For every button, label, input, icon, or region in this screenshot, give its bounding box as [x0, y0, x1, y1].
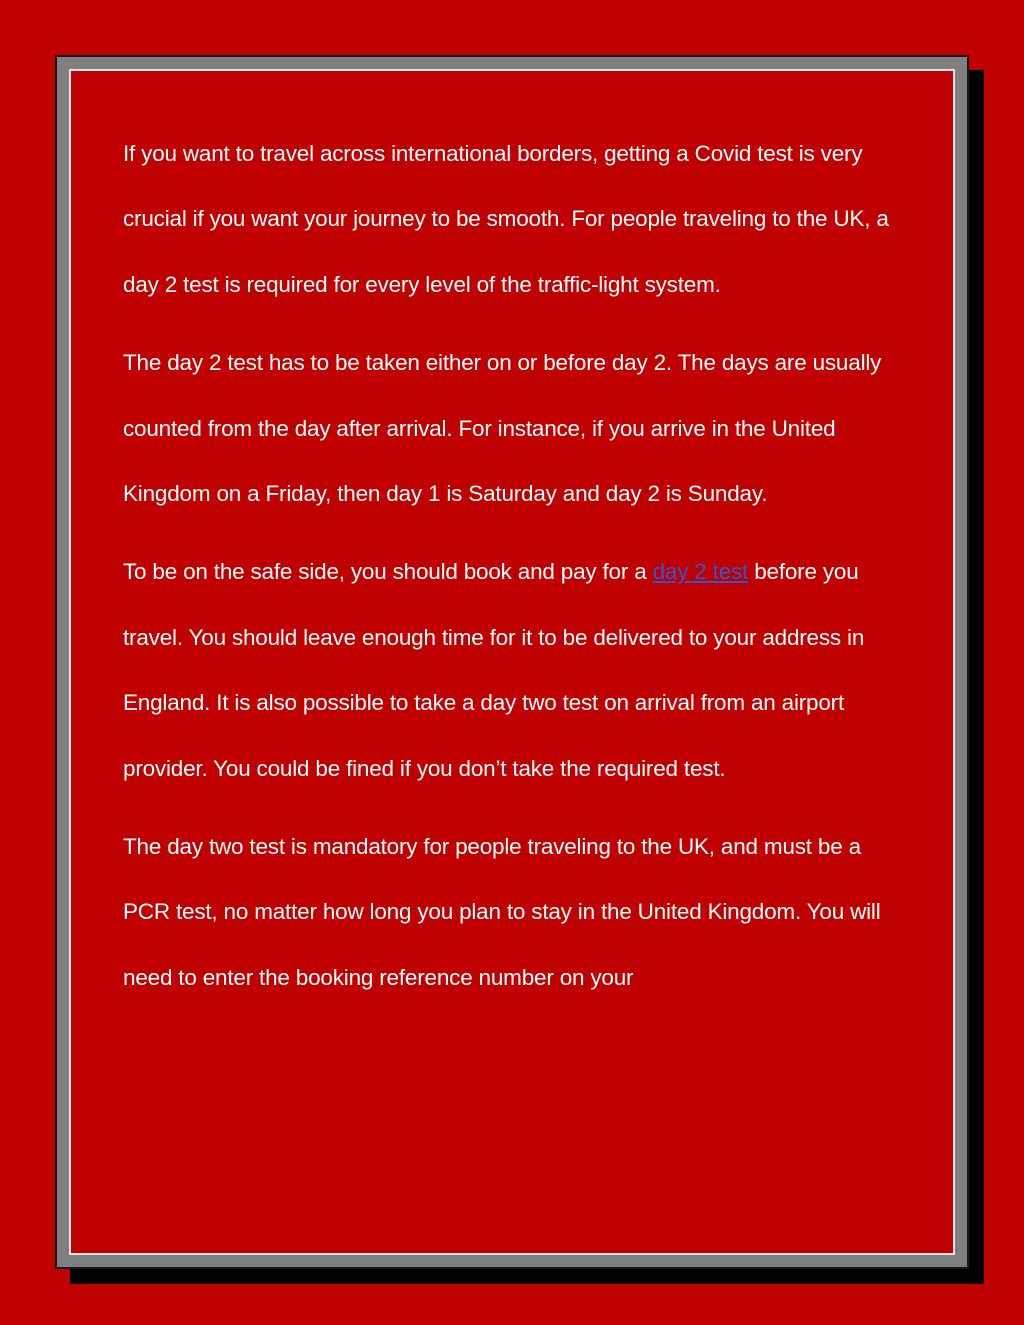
page-frame	[55, 55, 969, 1269]
paragraph-1: If you want to travel across international borders, getting a Covid test is very crucial if you want your journey to be smooth. For people traveling to the UK, a day 2 test is required for every level of the traffic-light system.	[123, 141, 889, 297]
document-body	[123, 121, 913, 1023]
day-2-test-link[interactable]: day 2 test	[652, 559, 749, 585]
page-frame-inner	[69, 69, 955, 1255]
paragraph-3	[123, 539, 913, 801]
paragraph-2: The day 2 test has to be taken either on or before day 2. The days are usually counted from the day after arrival. For instance, if you arrive in the United Kingdom on a Friday, then day 1 is Saturday and day 2 is Sunday.	[123, 350, 882, 507]
paragraph-4: The day two test is mandatory for people traveling to the UK, and must be a PCR test, no matter how long you plan to stay in the United Kingdom. You will need to enter the booking reference number on your	[123, 834, 881, 990]
paragraph-3-text-after: before you travel. You should leave enough time for it to be delivered to your address in England. It is also possible to take a day two test on arrival from an airport provider. You could be fined if you don’t take the required test.	[123, 559, 865, 781]
paragraph-3-text-before: To be on the safe side, you should book and pay for a	[123, 559, 653, 585]
